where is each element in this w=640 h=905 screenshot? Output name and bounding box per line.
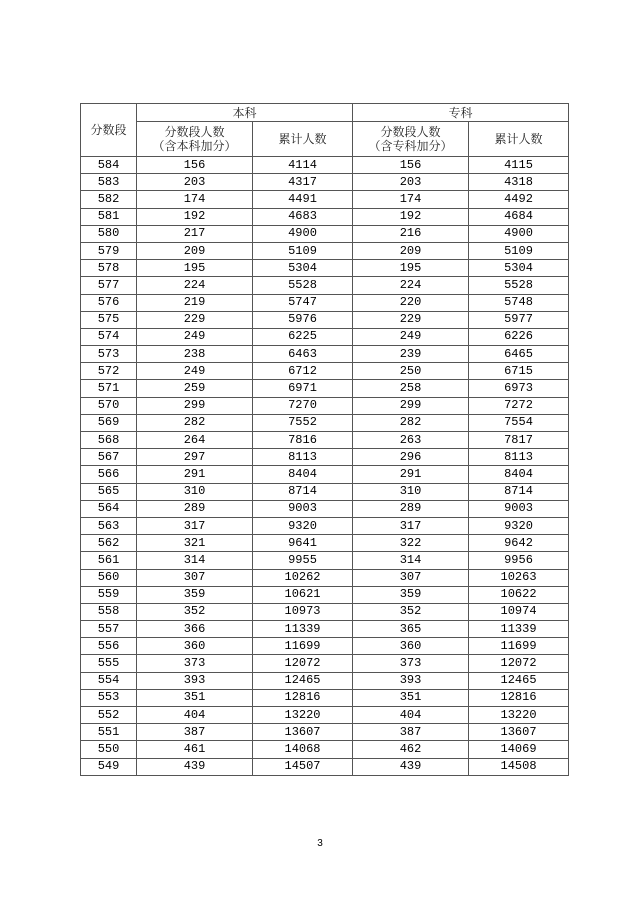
benke-band-count-cell: 314 [137,552,253,569]
benke-band-count-cell: 393 [137,672,253,689]
table-row [81,758,569,775]
score-cell: 573 [81,346,137,363]
zhuanke-group-header: 专科 [353,104,569,122]
zhuanke-cumulative-cell: 6465 [469,346,569,363]
zhuanke-cumulative-cell: 6973 [469,380,569,397]
zhuanke-band-count-cell: 289 [353,500,469,517]
benke-band-count-cell: 224 [137,277,253,294]
score-cell: 554 [81,672,137,689]
score-cell: 559 [81,586,137,603]
benke-band-count-cell: 238 [137,346,253,363]
zhuanke-cumulative-cell: 8714 [469,483,569,500]
benke-band-count-cell: 439 [137,758,253,775]
zhuanke-cumulative-cell: 6226 [469,328,569,345]
page-number: 3 [317,838,323,849]
table-row [81,432,569,449]
benke-cumulative-cell: 12465 [253,672,353,689]
score-cell: 567 [81,449,137,466]
zhuanke-band-count-cell: 310 [353,483,469,500]
table-row [81,741,569,758]
zhuanke-cumulative-cell: 4318 [469,174,569,191]
table-row [81,466,569,483]
benke-band-count-cell: 351 [137,689,253,706]
benke-band-count-line2: （含本科加分） [152,139,237,153]
score-cell: 584 [81,157,137,174]
zhuanke-cumulative-cell: 7272 [469,397,569,414]
zhuanke-band-count-cell: 263 [353,432,469,449]
score-cell: 564 [81,500,137,517]
benke-band-count-cell: 209 [137,242,253,259]
table-row [81,586,569,603]
zhuanke-band-count-cell: 258 [353,380,469,397]
score-cell: 555 [81,655,137,672]
benke-cumulative-cell: 5109 [253,242,353,259]
benke-band-count-cell: 174 [137,191,253,208]
zhuanke-cumulative-cell: 13607 [469,724,569,741]
score-cell: 579 [81,242,137,259]
benke-cumulative-cell: 13220 [253,707,353,724]
table-row [81,225,569,242]
benke-cumulative-cell: 9641 [253,535,353,552]
benke-band-count-cell: 297 [137,449,253,466]
zhuanke-band-count-cell: 174 [353,191,469,208]
zhuanke-band-count-cell: 365 [353,621,469,638]
zhuanke-band-count-cell: 393 [353,672,469,689]
benke-group-header: 本科 [137,104,353,122]
benke-cumulative-cell: 8113 [253,449,353,466]
table-row [81,603,569,620]
table-row [81,260,569,277]
zhuanke-band-count-cell: 203 [353,174,469,191]
score-cell: 550 [81,741,137,758]
zhuanke-cumulative-cell: 10263 [469,569,569,586]
benke-band-count-cell: 360 [137,638,253,655]
benke-cumulative-cell: 8714 [253,483,353,500]
zhuanke-band-count-cell: 156 [353,157,469,174]
score-cell: 556 [81,638,137,655]
benke-cumulative-cell: 5747 [253,294,353,311]
zhuanke-band-count-cell: 404 [353,707,469,724]
table-row [81,397,569,414]
zhuanke-cumulative-cell: 9642 [469,535,569,552]
table-row [81,414,569,431]
zhuanke-band-count-header [353,122,469,157]
score-cell: 563 [81,517,137,534]
zhuanke-cumulative-cell: 5109 [469,242,569,259]
table-row [81,500,569,517]
zhuanke-cumulative-cell: 11699 [469,638,569,655]
benke-cumulative-cell: 6971 [253,380,353,397]
table-row [81,707,569,724]
benke-band-count-cell: 229 [137,311,253,328]
table-row [81,208,569,225]
zhuanke-cumulative-cell: 11339 [469,621,569,638]
score-cell: 583 [81,174,137,191]
benke-cumulative-cell: 4900 [253,225,353,242]
score-cell: 551 [81,724,137,741]
benke-band-count-cell: 264 [137,432,253,449]
benke-band-count-cell: 156 [137,157,253,174]
zhuanke-cumulative-cell: 14069 [469,741,569,758]
zhuanke-cumulative-cell: 4115 [469,157,569,174]
table-row [81,157,569,174]
zhuanke-band-count-cell: 360 [353,638,469,655]
benke-cumulative-cell: 5304 [253,260,353,277]
zhuanke-band-count-cell: 239 [353,346,469,363]
zhuanke-band-count-cell: 352 [353,603,469,620]
score-cell: 566 [81,466,137,483]
benke-cumulative-cell: 11339 [253,621,353,638]
table-row [81,449,569,466]
zhuanke-band-count-cell: 351 [353,689,469,706]
score-cell: 577 [81,277,137,294]
score-cell: 568 [81,432,137,449]
score-cell: 549 [81,758,137,775]
zhuanke-cumulative-cell: 10974 [469,603,569,620]
benke-cumulative-cell: 6225 [253,328,353,345]
zhuanke-band-count-cell: 307 [353,569,469,586]
table-row [81,191,569,208]
table-row [81,174,569,191]
benke-cumulative-cell: 10973 [253,603,353,620]
table-row [81,483,569,500]
benke-cumulative-cell: 14068 [253,741,353,758]
benke-band-count-cell: 289 [137,500,253,517]
zhuanke-cumulative-header: 累计人数 [469,122,569,157]
benke-cumulative-cell: 6463 [253,346,353,363]
score-cell: 576 [81,294,137,311]
zhuanke-band-count-cell: 359 [353,586,469,603]
benke-cumulative-cell: 9320 [253,517,353,534]
score-cell: 552 [81,707,137,724]
score-cell: 575 [81,311,137,328]
zhuanke-band-count-cell: 216 [353,225,469,242]
zhuanke-cumulative-cell: 5304 [469,260,569,277]
zhuanke-cumulative-cell: 12465 [469,672,569,689]
benke-band-count-cell: 299 [137,397,253,414]
benke-band-count-cell: 192 [137,208,253,225]
score-band-header: 分数段 [81,104,137,157]
benke-cumulative-cell: 7552 [253,414,353,431]
zhuanke-band-count-cell: 462 [353,741,469,758]
benke-band-count-cell: 359 [137,586,253,603]
table-row [81,569,569,586]
table-row [81,311,569,328]
benke-cumulative-cell: 7270 [253,397,353,414]
table-subheader-row [81,122,569,157]
benke-band-count-cell: 249 [137,328,253,345]
zhuanke-band-count-cell: 195 [353,260,469,277]
benke-band-count-line1: 分数段人数 [164,125,225,139]
score-cell: 574 [81,328,137,345]
benke-cumulative-cell: 12072 [253,655,353,672]
benke-cumulative-cell: 10621 [253,586,353,603]
table-row [81,655,569,672]
benke-cumulative-cell: 8404 [253,466,353,483]
benke-cumulative-cell: 5976 [253,311,353,328]
zhuanke-cumulative-cell: 4900 [469,225,569,242]
zhuanke-band-count-line2: （含专科加分） [368,139,453,153]
table-row [81,346,569,363]
benke-band-count-cell: 310 [137,483,253,500]
zhuanke-cumulative-cell: 8113 [469,449,569,466]
benke-band-count-cell: 219 [137,294,253,311]
benke-band-count-cell: 217 [137,225,253,242]
zhuanke-cumulative-cell: 7817 [469,432,569,449]
benke-band-count-cell: 366 [137,621,253,638]
benke-cumulative-cell: 9955 [253,552,353,569]
table-row [81,380,569,397]
zhuanke-band-count-cell: 299 [353,397,469,414]
zhuanke-cumulative-cell: 4492 [469,191,569,208]
table-row [81,724,569,741]
benke-cumulative-cell: 14507 [253,758,353,775]
benke-cumulative-cell: 5528 [253,277,353,294]
zhuanke-band-count-cell: 192 [353,208,469,225]
table-row [81,535,569,552]
benke-cumulative-cell: 7816 [253,432,353,449]
benke-cumulative-header: 累计人数 [253,122,353,157]
zhuanke-band-count-cell: 314 [353,552,469,569]
benke-cumulative-cell: 4683 [253,208,353,225]
benke-cumulative-cell: 6712 [253,363,353,380]
benke-band-count-cell: 387 [137,724,253,741]
benke-band-count-cell: 461 [137,741,253,758]
score-cell: 582 [81,191,137,208]
table-row [81,294,569,311]
benke-cumulative-cell: 12816 [253,689,353,706]
zhuanke-band-count-cell: 220 [353,294,469,311]
benke-cumulative-cell: 4317 [253,174,353,191]
zhuanke-cumulative-cell: 5977 [469,311,569,328]
benke-band-count-cell: 249 [137,363,253,380]
benke-band-count-cell: 352 [137,603,253,620]
zhuanke-cumulative-cell: 7554 [469,414,569,431]
zhuanke-band-count-cell: 282 [353,414,469,431]
table-row [81,689,569,706]
zhuanke-band-count-cell: 373 [353,655,469,672]
benke-cumulative-cell: 9003 [253,500,353,517]
table-row [81,638,569,655]
table-row [81,552,569,569]
zhuanke-cumulative-cell: 5528 [469,277,569,294]
zhuanke-band-count-cell: 322 [353,535,469,552]
table-header-row [81,104,569,122]
score-cell: 580 [81,225,137,242]
table-row [81,517,569,534]
benke-band-count-cell: 307 [137,569,253,586]
benke-band-count-cell: 291 [137,466,253,483]
zhuanke-cumulative-cell: 6715 [469,363,569,380]
score-distribution-table [80,103,569,776]
table-row [81,277,569,294]
score-cell: 553 [81,689,137,706]
zhuanke-band-count-cell: 224 [353,277,469,294]
zhuanke-cumulative-cell: 9003 [469,500,569,517]
score-cell: 557 [81,621,137,638]
score-cell: 569 [81,414,137,431]
benke-band-count-header [137,122,253,157]
benke-band-count-cell: 373 [137,655,253,672]
table-row [81,621,569,638]
benke-band-count-cell: 317 [137,517,253,534]
benke-band-count-cell: 282 [137,414,253,431]
benke-band-count-cell: 259 [137,380,253,397]
benke-band-count-cell: 203 [137,174,253,191]
score-cell: 562 [81,535,137,552]
benke-cumulative-cell: 4114 [253,157,353,174]
benke-cumulative-cell: 10262 [253,569,353,586]
benke-band-count-cell: 195 [137,260,253,277]
zhuanke-cumulative-cell: 5748 [469,294,569,311]
table-row [81,242,569,259]
zhuanke-band-count-cell: 296 [353,449,469,466]
zhuanke-band-count-cell: 209 [353,242,469,259]
score-cell: 571 [81,380,137,397]
zhuanke-band-count-cell: 250 [353,363,469,380]
score-cell: 561 [81,552,137,569]
benke-cumulative-cell: 13607 [253,724,353,741]
score-cell: 565 [81,483,137,500]
table-row [81,672,569,689]
table-row [81,328,569,345]
zhuanke-cumulative-cell: 8404 [469,466,569,483]
table-body [81,157,569,776]
zhuanke-band-count-cell: 387 [353,724,469,741]
zhuanke-band-count-cell: 229 [353,311,469,328]
score-cell: 572 [81,363,137,380]
zhuanke-band-count-cell: 249 [353,328,469,345]
benke-band-count-cell: 321 [137,535,253,552]
zhuanke-cumulative-cell: 12072 [469,655,569,672]
zhuanke-band-count-cell: 291 [353,466,469,483]
zhuanke-cumulative-cell: 14508 [469,758,569,775]
zhuanke-cumulative-cell: 12816 [469,689,569,706]
zhuanke-cumulative-cell: 13220 [469,707,569,724]
benke-cumulative-cell: 4491 [253,191,353,208]
score-cell: 581 [81,208,137,225]
zhuanke-cumulative-cell: 10622 [469,586,569,603]
zhuanke-cumulative-cell: 4684 [469,208,569,225]
score-cell: 560 [81,569,137,586]
zhuanke-cumulative-cell: 9320 [469,517,569,534]
zhuanke-band-count-cell: 439 [353,758,469,775]
zhuanke-cumulative-cell: 9956 [469,552,569,569]
score-cell: 570 [81,397,137,414]
benke-cumulative-cell: 11699 [253,638,353,655]
score-cell: 578 [81,260,137,277]
table-row [81,363,569,380]
zhuanke-band-count-cell: 317 [353,517,469,534]
zhuanke-band-count-line1: 分数段人数 [380,125,441,139]
benke-band-count-cell: 404 [137,707,253,724]
score-cell: 558 [81,603,137,620]
